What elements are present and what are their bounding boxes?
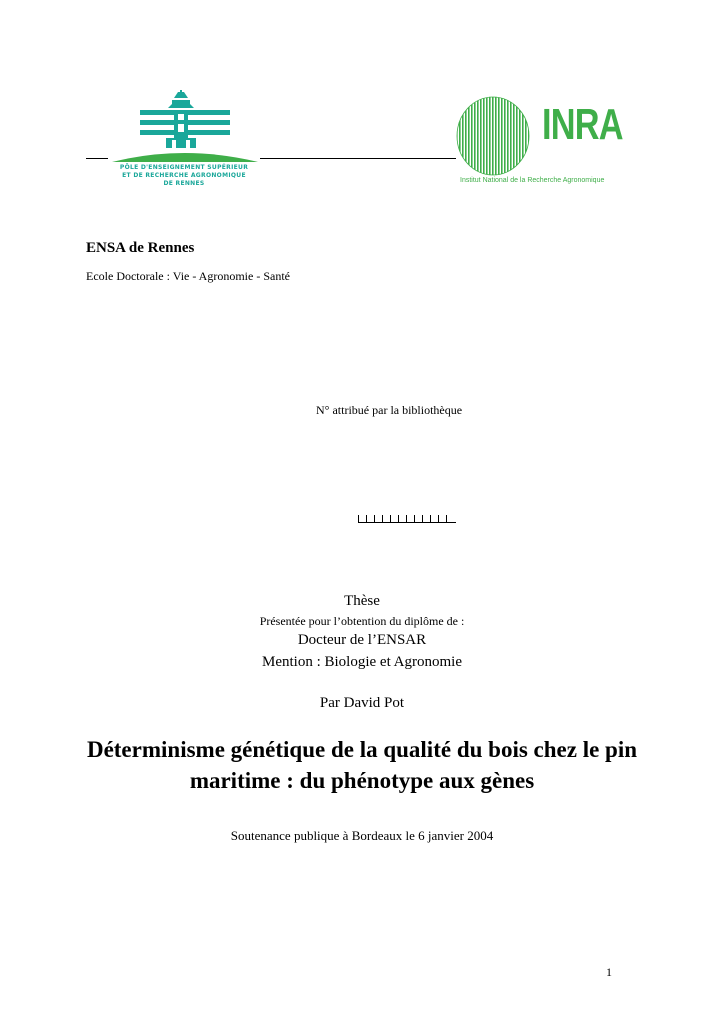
library-number-boxes	[358, 514, 456, 523]
box-tick	[406, 515, 407, 522]
inra-wordmark: INRA	[542, 100, 623, 149]
box-tick	[358, 515, 359, 522]
institution-name: ENSA de Rennes	[86, 240, 195, 256]
ensar-building-icon	[108, 88, 260, 164]
thesis-presented-for: Présentée pour l’obtention du diplôme de :	[259, 614, 465, 628]
ensar-logo-line-1: PÔLE D'ENSEIGNEMENT SUPÉRIEUR	[119, 164, 249, 171]
inra-logo	[456, 96, 626, 188]
box-tick	[374, 515, 375, 522]
ensar-logo	[108, 88, 260, 196]
box-tick	[446, 515, 447, 522]
ensar-logo-line-3: DE RENNES	[163, 180, 205, 187]
box-tick	[422, 515, 423, 522]
box-tick	[366, 515, 367, 522]
thesis-degree: Docteur de l’ENSAR	[297, 632, 427, 648]
thesis-title-line-2: maritime : du phénotype aux gènes	[189, 768, 535, 793]
library-number-label: N° attribué par la bibliothèque	[316, 403, 463, 417]
defense-statement: Soutenance publique à Bordeaux le 6 janvier 2004	[230, 828, 494, 843]
inra-sphere-icon	[456, 96, 530, 176]
box-tick	[414, 515, 415, 522]
ensar-logo-text	[108, 164, 260, 188]
thesis-title-line-1: Déterminisme génétique de la qualité du bois chez le pin	[86, 737, 638, 762]
box-tick	[430, 515, 431, 522]
thesis-kind: Thèse	[344, 593, 380, 609]
doctoral-school: Ecole Doctorale : Vie - Agronomie - Santé	[86, 269, 290, 283]
thesis-author: Par David Pot	[319, 695, 405, 711]
ensar-logo-line-2: ET DE RECHERCHE AGRONOMIQUE	[122, 172, 246, 179]
box-tick	[438, 515, 439, 522]
page-number: 1	[606, 965, 612, 979]
box-tick	[398, 515, 399, 522]
box-tick	[390, 515, 391, 522]
thesis-mention: Mention : Biologie et Agronomie	[262, 654, 462, 670]
header-rule-left	[86, 158, 108, 159]
box-tick	[382, 515, 383, 522]
header-rule-right	[260, 158, 456, 159]
thesis-title	[0, 734, 724, 796]
inra-subtitle: Institut National de la Recherche Agronomique	[460, 177, 605, 184]
